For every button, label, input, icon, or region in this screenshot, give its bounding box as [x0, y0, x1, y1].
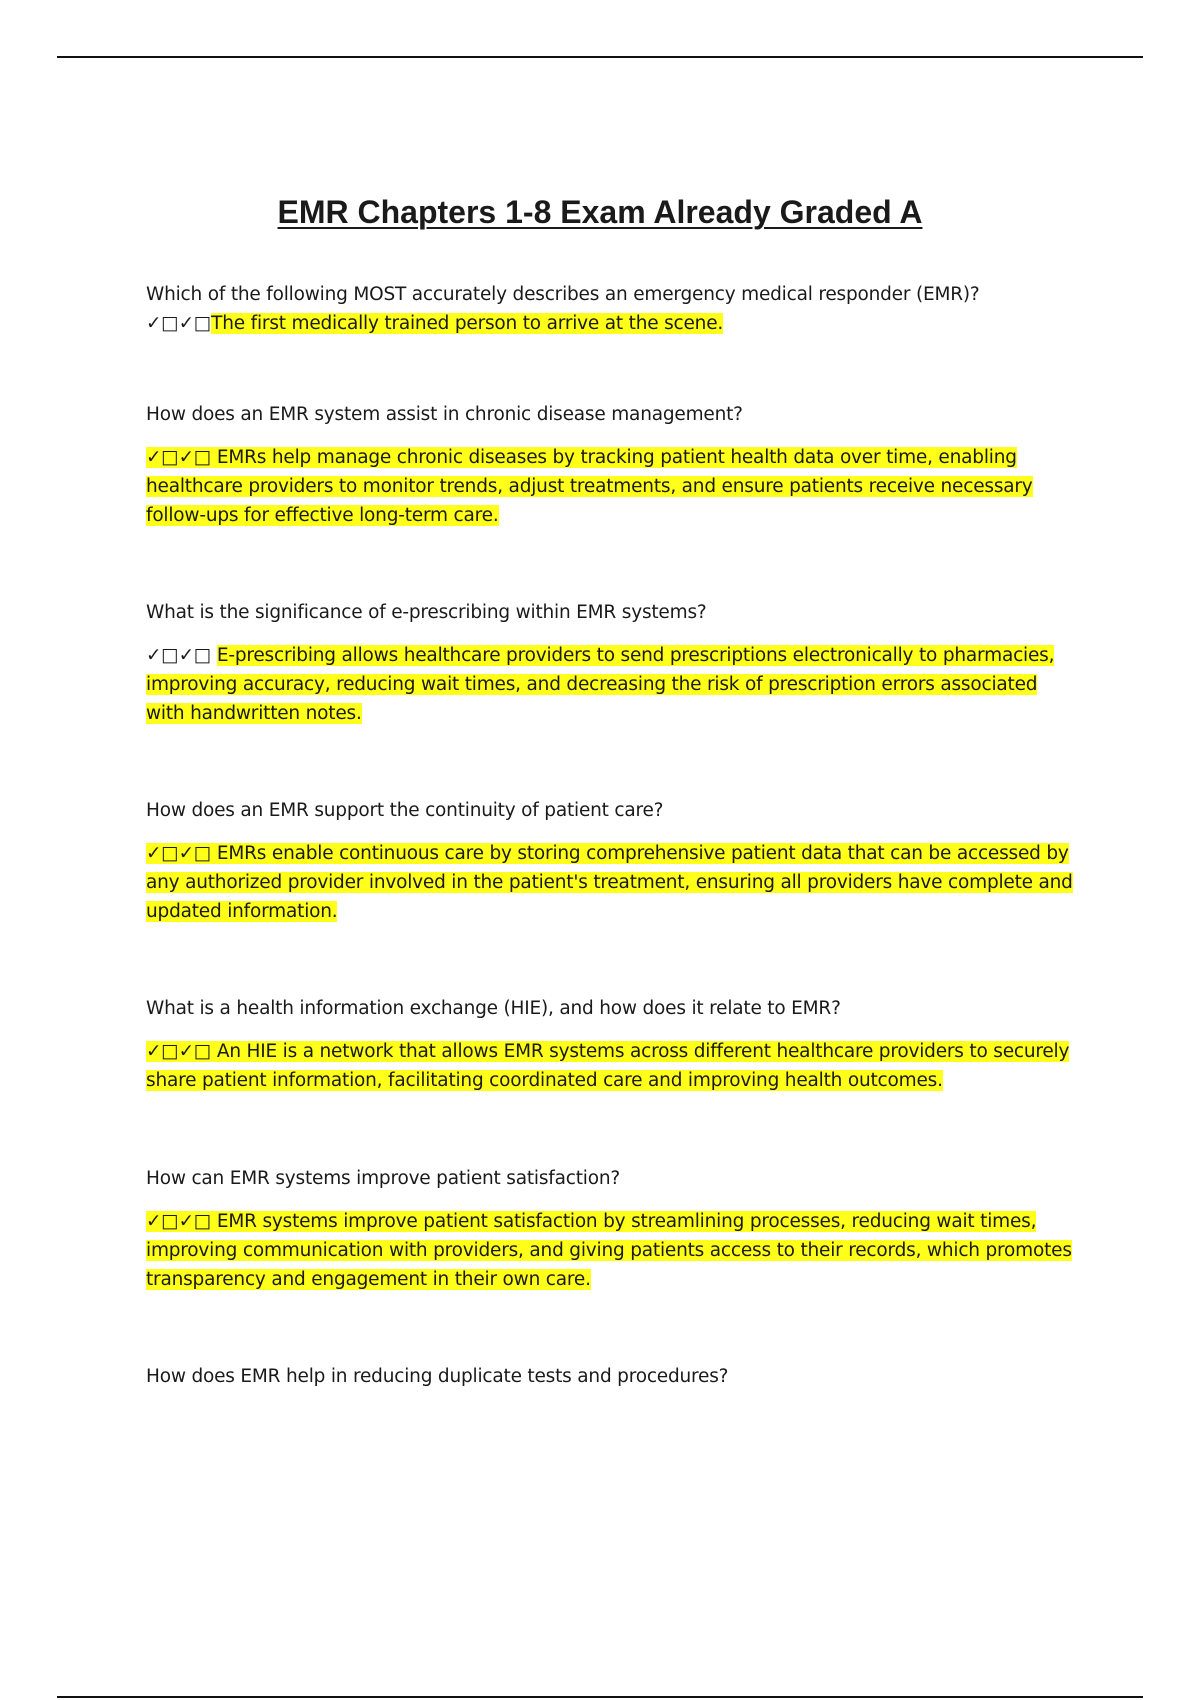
- question-text: [146, 280, 1076, 338]
- answer-text: E-prescribing allows healthcare providers to send prescriptions electronically to pharmacies, improving accuracy, reducing wait times, and decreasing the risk of prescription errors associated with handwritten notes.: [146, 645, 1055, 724]
- answer-text: The first medically trained person to arrive at the scene.: [211, 313, 724, 334]
- question-text: How does an EMR system assist in chronic disease management?: [146, 404, 743, 425]
- answer-paragraph: [146, 443, 1076, 530]
- qa-item: [146, 1164, 1076, 1294]
- answer-marker: ✓□✓□: [146, 1211, 212, 1232]
- answer-marker: ✓□✓□: [146, 313, 212, 334]
- qa-item: [146, 400, 1076, 530]
- top-rule: [57, 56, 1143, 58]
- answer-highlight: [146, 447, 1033, 526]
- document-title: EMR Chapters 1-8 Exam Already Graded A: [277, 194, 923, 230]
- qa-item: [146, 598, 1076, 728]
- answer-text: EMRs enable continuous care by storing comprehensive patient data that can be accessed by any authorized provider involved in the patient's treatment, ensuring all providers have complete and updated information.: [146, 843, 1073, 922]
- answer-text: An HIE is a network that allows EMR systems across different healthcare providers to securely share patient information, facilitating coordinated care and improving health outcomes.: [146, 1041, 1070, 1091]
- question-text: How does EMR help in reducing duplicate tests and procedures?: [146, 1366, 729, 1387]
- question-label: Which of the following MOST accurately describes an emergency medical responder (EMR)?: [146, 284, 980, 305]
- answer-highlight: [146, 1211, 1072, 1290]
- answer-highlight: [146, 843, 1073, 922]
- question-text: How can EMR systems improve patient satisfaction?: [146, 1168, 620, 1189]
- answer-marker: ✓□✓□: [146, 843, 212, 864]
- qa-item: [146, 796, 1076, 926]
- answer-text: EMR systems improve patient satisfaction by streamlining processes, reducing wait times, improving communication with providers, and giving patients access to their records, which promotes transparency and engagement in their own care.: [146, 1211, 1072, 1290]
- question-text: What is the significance of e-prescribing within EMR systems?: [146, 602, 707, 623]
- answer-paragraph: [146, 839, 1076, 926]
- bottom-rule: [57, 1696, 1143, 1698]
- answer-paragraph: [146, 1037, 1076, 1095]
- answer-highlight: [146, 1041, 1069, 1091]
- question-text: What is a health information exchange (HIE), and how does it relate to EMR?: [146, 998, 841, 1019]
- answer-marker: ✓□✓□: [146, 447, 212, 468]
- answer-marker: ✓□✓□: [146, 1041, 212, 1062]
- answer-paragraph: [146, 641, 1076, 728]
- qa-item: [146, 994, 1076, 1095]
- qa-item: [146, 280, 1076, 338]
- answer-marker: ✓□✓□: [146, 645, 212, 666]
- answer-paragraph: [146, 1207, 1076, 1294]
- question-text: How does an EMR support the continuity of patient care?: [146, 800, 664, 821]
- answer-text: EMRs help manage chronic diseases by tracking patient health data over time, enabling healthcare providers to monitor trends, adjust treatments, and ensure patients receive necessary follow-ups for effective long-term care.: [146, 447, 1033, 526]
- qa-item: [146, 1362, 1076, 1391]
